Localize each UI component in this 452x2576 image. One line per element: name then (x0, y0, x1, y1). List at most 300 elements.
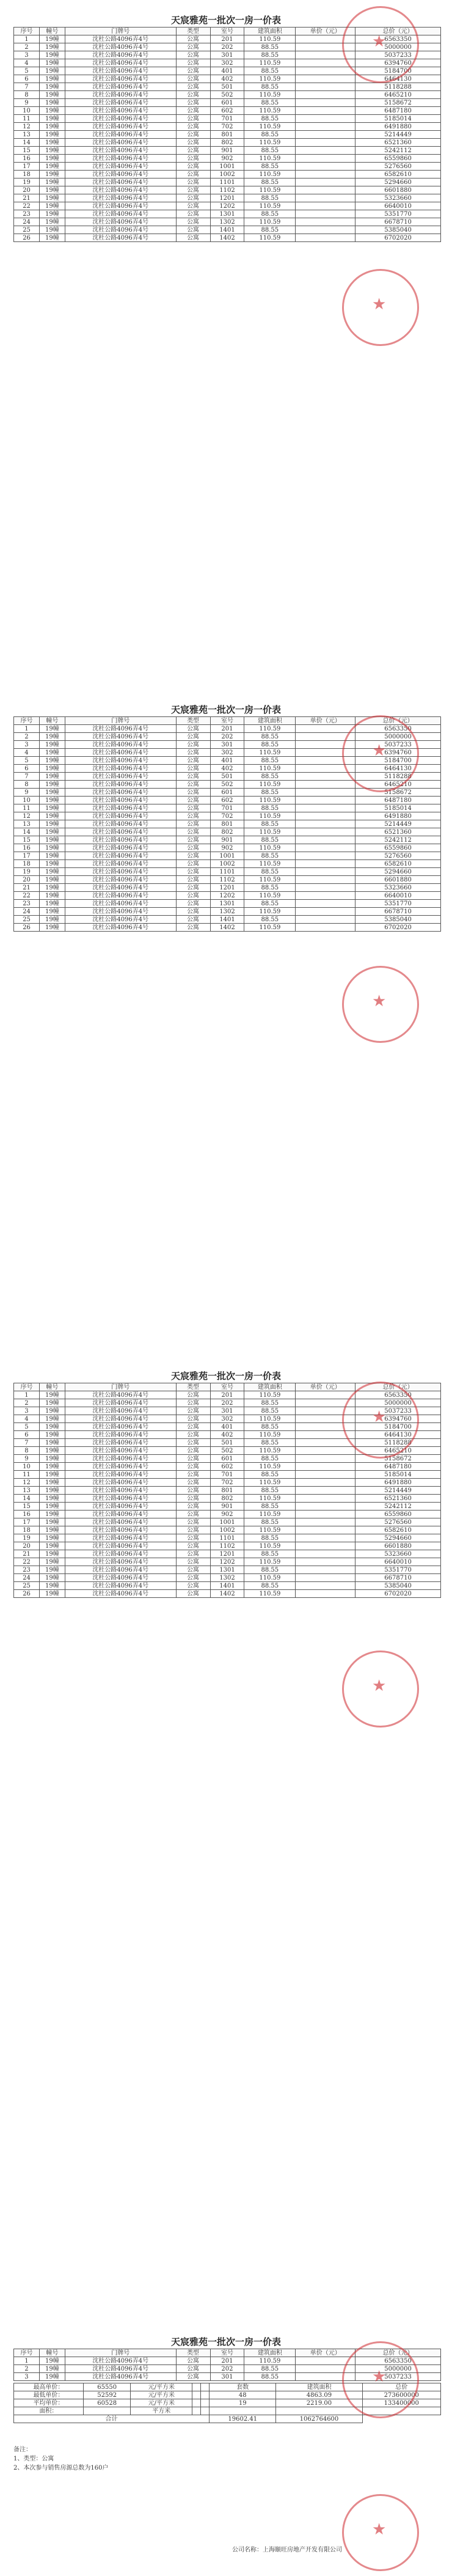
table-cell: 沈杜公路4096弄4号 (65, 924, 176, 932)
table-cell (296, 781, 355, 789)
table-cell: 公寓 (176, 1463, 210, 1471)
total-area: 19602.41 (210, 2415, 276, 2423)
table-cell: 110.59 (244, 1415, 296, 1423)
table-row (14, 1423, 441, 1431)
column-header: 幢号 (39, 717, 65, 725)
table-cell: 601 (210, 99, 244, 107)
summary-cell: 2219.00 (276, 2399, 362, 2407)
table-cell: 5323660 (355, 1550, 441, 1558)
table-cell: 沈杜公路4096弄4号 (65, 789, 176, 797)
table-cell: 18 (14, 171, 40, 178)
table-cell: 公寓 (176, 844, 210, 852)
table-cell: 88.55 (244, 741, 296, 749)
summary-cell (83, 2407, 131, 2415)
table-cell: 110.59 (244, 155, 296, 163)
table-cell: 沈杜公路4096弄4号 (65, 733, 176, 741)
table-cell: 19幢 (39, 218, 65, 226)
table-cell: 1302 (210, 908, 244, 916)
table-row (14, 2373, 441, 2381)
summary-cell: 273600000 (362, 2391, 440, 2399)
table-cell: 公寓 (176, 908, 210, 916)
table-cell: 1401 (210, 226, 244, 234)
column-header: 类型 (176, 717, 210, 725)
table-cell: 沈杜公路4096弄4号 (65, 99, 176, 107)
table-cell: 公寓 (176, 59, 210, 67)
table-cell: 5 (14, 757, 40, 765)
column-header: 室号 (210, 717, 244, 725)
table-row (14, 725, 441, 733)
table-cell: 110.59 (244, 812, 296, 820)
table-cell: 沈杜公路4096弄4号 (65, 43, 176, 51)
column-header: 类型 (176, 2349, 210, 2357)
table-cell: 公寓 (176, 83, 210, 91)
table-cell (296, 1487, 355, 1495)
summary-cell (201, 2407, 210, 2415)
table-cell: 6582610 (355, 171, 441, 178)
table-row (14, 860, 441, 868)
table-cell: 公寓 (176, 797, 210, 804)
table-cell: 24 (14, 908, 40, 916)
table-cell: 1 (14, 1391, 40, 1399)
table-cell: 沈杜公路4096弄4号 (65, 51, 176, 59)
table-cell: 25 (14, 226, 40, 234)
table-cell: 23 (14, 1566, 40, 1574)
table-cell: 沈杜公路4096弄4号 (65, 186, 176, 194)
summary-row (14, 2399, 441, 2407)
table-cell: 702 (210, 123, 244, 131)
table-cell: 88.55 (244, 1582, 296, 1590)
table-cell (296, 178, 355, 186)
table-cell: 沈杜公路4096弄4号 (65, 725, 176, 733)
table-cell: 沈杜公路4096弄4号 (65, 1407, 176, 1415)
table-cell: 沈杜公路4096弄4号 (65, 115, 176, 123)
company-seal: ★ (342, 6, 419, 83)
table-cell: 5242112 (355, 1503, 441, 1511)
table-row (14, 773, 441, 781)
table-cell: 公寓 (176, 876, 210, 884)
table-cell: 6563350 (355, 35, 441, 43)
table-cell (296, 1495, 355, 1503)
table-cell: 88.55 (244, 1534, 296, 1542)
table-cell: 19 (14, 868, 40, 876)
table-cell: 1101 (210, 868, 244, 876)
table-cell: 沈杜公路4096弄4号 (65, 139, 176, 147)
table-cell: 公寓 (176, 43, 210, 51)
table-cell: 6640010 (355, 202, 441, 210)
table-cell: 601 (210, 1455, 244, 1463)
table-cell: 5242112 (355, 836, 441, 844)
table-cell: 1402 (210, 234, 244, 242)
table-cell: 5323660 (355, 194, 441, 202)
table-cell: 6563350 (355, 2357, 441, 2365)
table-cell: 11 (14, 804, 40, 812)
table-row (14, 1558, 441, 1566)
table-cell (296, 884, 355, 892)
table-cell: 6521360 (355, 139, 441, 147)
table-cell: 88.55 (244, 1399, 296, 1407)
table-cell (296, 1526, 355, 1534)
table-cell: 5214449 (355, 131, 441, 139)
table-cell: 沈杜公路4096弄4号 (65, 828, 176, 836)
table-row (14, 916, 441, 924)
table-cell: 沈杜公路4096弄4号 (65, 1463, 176, 1471)
table-row (14, 797, 441, 804)
table-cell: 19幢 (39, 773, 65, 781)
table-cell: 110.59 (244, 218, 296, 226)
table-cell: 19幢 (39, 812, 65, 820)
table-cell (296, 1550, 355, 1558)
table-cell: 沈杜公路4096弄4号 (65, 1495, 176, 1503)
table-cell: 沈杜公路4096弄4号 (65, 171, 176, 178)
table-cell: 公寓 (176, 210, 210, 218)
table-row (14, 1534, 441, 1542)
table-cell: 5118288 (355, 1439, 441, 1447)
table-cell: 110.59 (244, 75, 296, 83)
table-cell: 19幢 (39, 1439, 65, 1447)
table-cell: 沈杜公路4096弄4号 (65, 123, 176, 131)
table-cell: 502 (210, 1447, 244, 1455)
table-cell: 5000000 (355, 733, 441, 741)
summary-cell: 65550 (83, 2383, 131, 2391)
table-cell: 19幢 (39, 1534, 65, 1542)
table-cell: 公寓 (176, 194, 210, 202)
table-cell: 公寓 (176, 860, 210, 868)
table-cell: 沈杜公路4096弄4号 (65, 194, 176, 202)
table-row (14, 1487, 441, 1495)
table-cell: 88.55 (244, 51, 296, 59)
table-cell: 沈杜公路4096弄4号 (65, 1574, 176, 1582)
table-cell: 沈杜公路4096弄4号 (65, 2373, 176, 2381)
summary-cell: 面积： (14, 2407, 84, 2415)
table-cell (296, 99, 355, 107)
table-cell: 19幢 (39, 876, 65, 884)
table-cell (296, 83, 355, 91)
table-cell (296, 844, 355, 852)
table-cell: 公寓 (176, 91, 210, 99)
table-cell: 6559860 (355, 1511, 441, 1518)
table-cell (296, 139, 355, 147)
table-cell: 公寓 (176, 1518, 210, 1526)
table-cell: 6521360 (355, 828, 441, 836)
table-cell: 19幢 (39, 725, 65, 733)
table-cell: 沈杜公路4096弄4号 (65, 91, 176, 99)
table-cell: 19幢 (39, 757, 65, 765)
table-cell: 602 (210, 1463, 244, 1471)
table-row (14, 781, 441, 789)
table-cell: 19幢 (39, 1415, 65, 1423)
table-cell: 801 (210, 131, 244, 139)
table-cell: 1001 (210, 1518, 244, 1526)
table-cell: 19幢 (39, 797, 65, 804)
table-cell: 302 (210, 1415, 244, 1423)
table-cell: 5351770 (355, 210, 441, 218)
table-cell (296, 1511, 355, 1518)
table-cell: 9 (14, 789, 40, 797)
table-cell: 501 (210, 83, 244, 91)
table-cell: 公寓 (176, 916, 210, 924)
table-cell: 502 (210, 781, 244, 789)
table-row (14, 210, 441, 218)
table-cell: 902 (210, 1511, 244, 1518)
table-cell: 沈杜公路4096弄4号 (65, 1526, 176, 1534)
table-cell: 3 (14, 2373, 40, 2381)
table-cell: 5158672 (355, 789, 441, 797)
table-cell: 6 (14, 75, 40, 83)
table-cell: 8 (14, 91, 40, 99)
table-cell (296, 2365, 355, 2373)
table-cell (296, 155, 355, 163)
table-row (14, 91, 441, 99)
table-cell: 4 (14, 749, 40, 757)
table-cell: 10 (14, 1463, 40, 1471)
table-cell: 公寓 (176, 123, 210, 131)
table-cell: 6640010 (355, 1558, 441, 1566)
company-seal: ★ (342, 966, 419, 1043)
table-cell: 110.59 (244, 908, 296, 916)
table-cell (296, 1534, 355, 1542)
table-row (14, 1463, 441, 1471)
table-cell: 沈杜公路4096弄4号 (65, 1487, 176, 1495)
summary-cell: 4863.09 (276, 2391, 362, 2399)
table-cell: 沈杜公路4096弄4号 (65, 1566, 176, 1574)
table-cell: 501 (210, 773, 244, 781)
table-cell: 16 (14, 155, 40, 163)
table-cell: 26 (14, 1590, 40, 1598)
table-cell: 公寓 (176, 1550, 210, 1558)
table-cell: 7 (14, 83, 40, 91)
table-cell (296, 218, 355, 226)
table-row (14, 1550, 441, 1558)
table-cell: 19幢 (39, 868, 65, 876)
table-cell: 1302 (210, 218, 244, 226)
table-cell: 沈杜公路4096弄4号 (65, 59, 176, 67)
table-cell: 公寓 (176, 733, 210, 741)
table-cell: 14 (14, 139, 40, 147)
table-cell: 1002 (210, 171, 244, 178)
table-cell: 19幢 (39, 900, 65, 908)
table-cell: 10 (14, 797, 40, 804)
column-header: 建筑面积 (244, 28, 296, 35)
table-cell (296, 804, 355, 812)
table-cell: 301 (210, 1407, 244, 1415)
table-cell: 19幢 (39, 1526, 65, 1534)
table-cell: 701 (210, 1471, 244, 1479)
table-cell: 202 (210, 1399, 244, 1407)
table-cell: 15 (14, 836, 40, 844)
table-row (14, 820, 441, 828)
table-cell: 沈杜公路4096弄4号 (65, 812, 176, 820)
table-cell: 110.59 (244, 725, 296, 733)
table-cell: 201 (210, 35, 244, 43)
table-cell (296, 773, 355, 781)
table-cell: 302 (210, 749, 244, 757)
table-cell: 19 (14, 1534, 40, 1542)
table-row (14, 741, 441, 749)
table-cell: 110.59 (244, 1431, 296, 1439)
column-header: 序号 (14, 2349, 40, 2357)
table-cell: 沈杜公路4096弄4号 (65, 147, 176, 155)
table-cell: 5385040 (355, 1582, 441, 1590)
table-cell: 公寓 (176, 1534, 210, 1542)
table-cell: 19 (14, 178, 40, 186)
page-title-1: 天宸雅苑一批次一房一价表 (170, 15, 281, 26)
table-cell: 6487180 (355, 797, 441, 804)
table-cell: 19幢 (39, 115, 65, 123)
table-cell: 6491880 (355, 812, 441, 820)
table-cell: 5323660 (355, 884, 441, 892)
table-cell: 19幢 (39, 836, 65, 844)
table-cell: 公寓 (176, 892, 210, 900)
table-cell (296, 765, 355, 773)
table-cell: 沈杜公路4096弄4号 (65, 1542, 176, 1550)
table-cell: 19幢 (39, 1479, 65, 1487)
table-cell (296, 171, 355, 178)
table-cell: 公寓 (176, 234, 210, 242)
table-cell (296, 1479, 355, 1487)
table-cell: 1001 (210, 852, 244, 860)
table-row (14, 163, 441, 171)
table-cell: 12 (14, 123, 40, 131)
table-cell: 19幢 (39, 1431, 65, 1439)
table-cell: 公寓 (176, 1407, 210, 1415)
table-cell: 沈杜公路4096弄4号 (65, 1534, 176, 1542)
summary-cell: 总价 (362, 2383, 440, 2391)
table-row (14, 178, 441, 186)
table-cell (296, 860, 355, 868)
table-cell: 88.55 (244, 900, 296, 908)
table-cell: 公寓 (176, 1590, 210, 1598)
table-cell: 88.55 (244, 733, 296, 741)
table-cell: 19幢 (39, 147, 65, 155)
table-cell: 1 (14, 725, 40, 733)
table-cell: 6464130 (355, 1431, 441, 1439)
summary-cell: 元/平方米 (131, 2399, 192, 2407)
table-cell: 6601880 (355, 186, 441, 194)
table-cell: 6487180 (355, 1463, 441, 1471)
table-cell: 公寓 (176, 1455, 210, 1463)
table-cell (296, 1447, 355, 1455)
table-cell: 19幢 (39, 844, 65, 852)
table-cell (296, 67, 355, 75)
column-header: 门牌号 (65, 717, 176, 725)
table-cell: 5385040 (355, 226, 441, 234)
table-cell (296, 210, 355, 218)
table-cell: 3 (14, 741, 40, 749)
table-cell: 公寓 (176, 757, 210, 765)
table-cell: 沈杜公路4096弄4号 (65, 1391, 176, 1399)
table-row (14, 1399, 441, 1407)
table-cell: 沈杜公路4096弄4号 (65, 131, 176, 139)
table-cell: 17 (14, 852, 40, 860)
table-cell: 5158672 (355, 99, 441, 107)
table-cell: 701 (210, 115, 244, 123)
table-cell (296, 1582, 355, 1590)
table-cell: 19幢 (39, 1511, 65, 1518)
table-cell (296, 852, 355, 860)
table-cell: 沈杜公路4096弄4号 (65, 1415, 176, 1423)
table-cell: 沈杜公路4096弄4号 (65, 218, 176, 226)
table-cell: 88.55 (244, 1518, 296, 1526)
table-cell: 402 (210, 75, 244, 83)
table-cell: 8 (14, 1447, 40, 1455)
table-cell: 20 (14, 876, 40, 884)
table-cell: 5185014 (355, 804, 441, 812)
table-cell: 沈杜公路4096弄4号 (65, 892, 176, 900)
column-header: 单价（元） (296, 28, 355, 35)
table-cell: 沈杜公路4096弄4号 (65, 1558, 176, 1566)
table-cell (296, 1503, 355, 1511)
table-cell: 88.55 (244, 43, 296, 51)
table-cell: 6394760 (355, 59, 441, 67)
table-row (14, 908, 441, 916)
table-cell: 902 (210, 155, 244, 163)
column-header: 总价（元） (355, 28, 441, 35)
table-cell: 公寓 (176, 781, 210, 789)
note-line: 备注： (13, 2446, 32, 2453)
table-cell: 2 (14, 733, 40, 741)
table-cell: 19幢 (39, 852, 65, 860)
table-cell: 19幢 (39, 234, 65, 242)
company-seal: ★ (342, 1382, 419, 1459)
table-cell: 公寓 (176, 186, 210, 194)
summary-cell: 元/平方米 (131, 2383, 192, 2391)
table-cell: 19幢 (39, 202, 65, 210)
table-cell: 1002 (210, 1526, 244, 1534)
table-cell: 19幢 (39, 1399, 65, 1407)
summary-cell (201, 2391, 210, 2399)
table-cell: 11 (14, 115, 40, 123)
table-cell: 公寓 (176, 1526, 210, 1534)
table-cell: 6491880 (355, 123, 441, 131)
table-cell: 110.59 (244, 107, 296, 115)
table-cell: 19幢 (39, 765, 65, 773)
table-cell: 公寓 (176, 139, 210, 147)
table-cell: 88.55 (244, 789, 296, 797)
table-cell: 88.55 (244, 210, 296, 218)
table-cell: 6702020 (355, 1590, 441, 1598)
table-cell: 801 (210, 1487, 244, 1495)
table-cell: 1102 (210, 1542, 244, 1550)
table-cell: 沈杜公路4096弄4号 (65, 1518, 176, 1526)
table-cell: 110.59 (244, 797, 296, 804)
column-header: 建筑面积 (244, 2349, 296, 2357)
table-cell: 1301 (210, 1566, 244, 1574)
table-cell: 19幢 (39, 186, 65, 194)
table-cell: 88.55 (244, 1550, 296, 1558)
table-cell: 88.55 (244, 83, 296, 91)
table-cell: 公寓 (176, 1558, 210, 1566)
table-cell: 19幢 (39, 1574, 65, 1582)
table-row (14, 1518, 441, 1526)
table-cell: 88.55 (244, 115, 296, 123)
table-cell: 19幢 (39, 1518, 65, 1526)
table-cell: 19幢 (39, 155, 65, 163)
summary-cell: 建筑面积 (276, 2383, 362, 2391)
column-header: 序号 (14, 717, 40, 725)
summary-cell: 最高单价： (14, 2383, 84, 2391)
table-cell: 公寓 (176, 75, 210, 83)
table-cell (296, 820, 355, 828)
table-cell: 3 (14, 1407, 40, 1415)
table-cell (296, 836, 355, 844)
table-cell: 19幢 (39, 804, 65, 812)
column-header: 门牌号 (65, 1383, 176, 1391)
summary-row (14, 2383, 441, 2391)
table-cell: 902 (210, 844, 244, 852)
table-cell: 沈杜公路4096弄4号 (65, 876, 176, 884)
table-row (14, 789, 441, 797)
table-cell: 5000000 (355, 2365, 441, 2373)
